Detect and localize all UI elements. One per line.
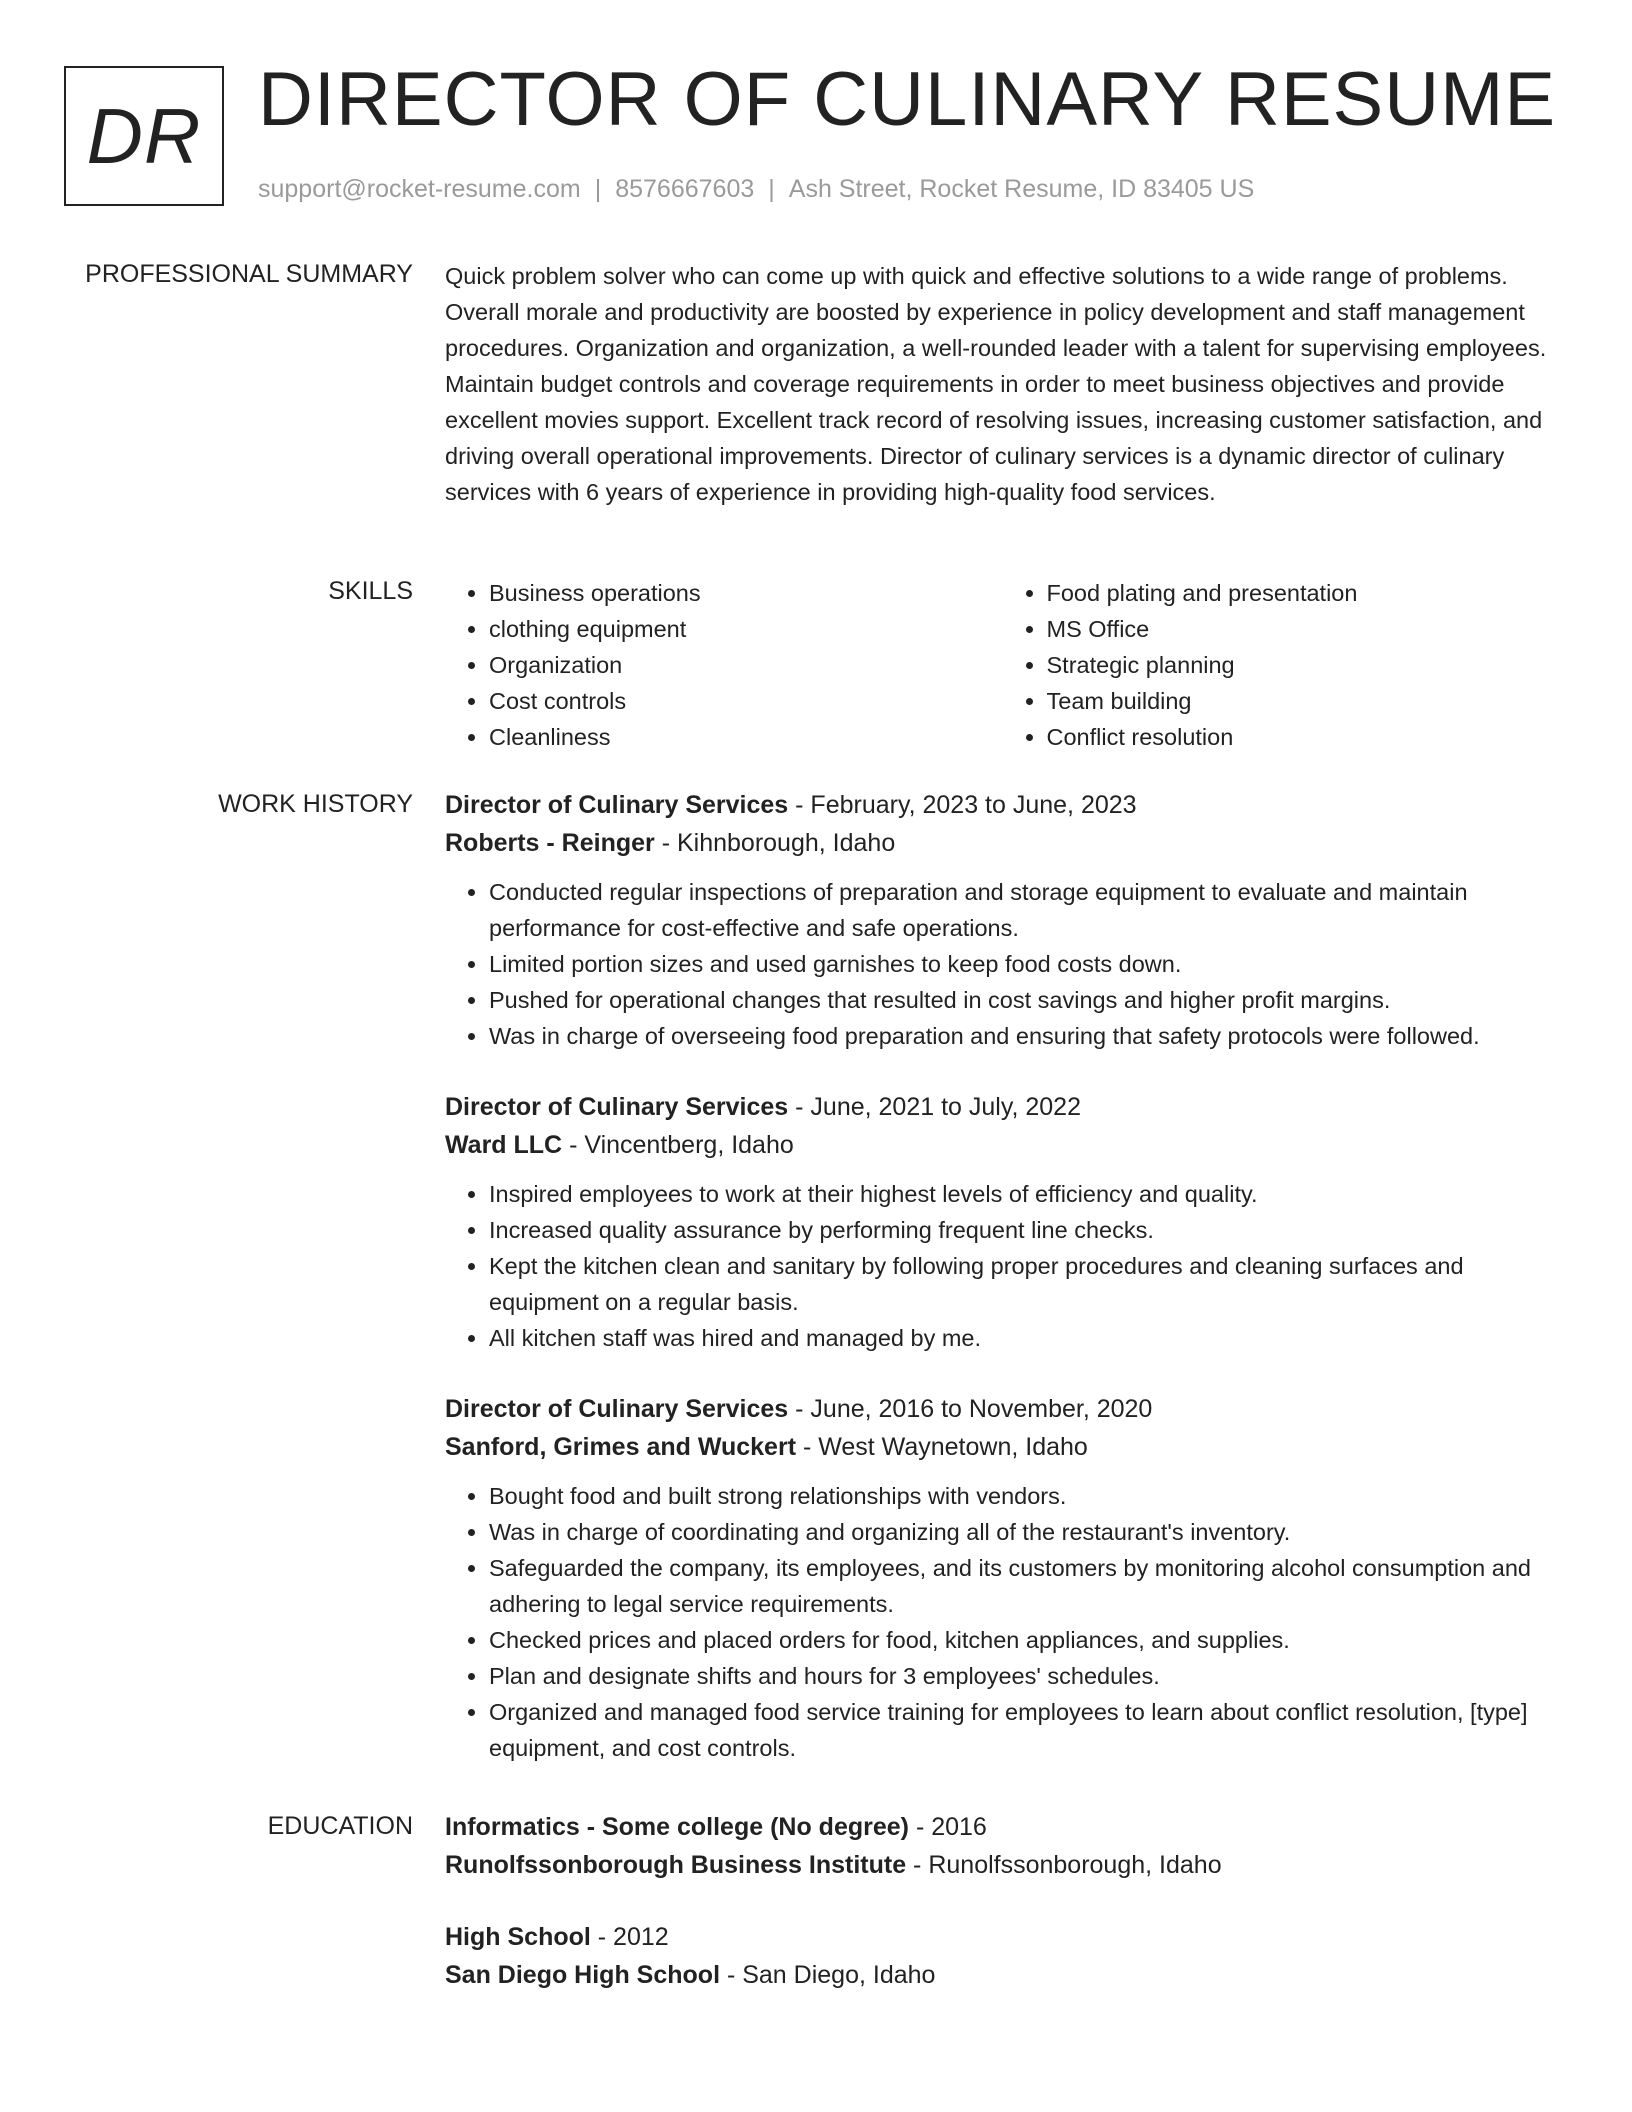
education-degree-line xyxy=(445,1918,1560,1956)
education-school: San Diego High School xyxy=(445,1961,721,1989)
job-company: Ward LLC xyxy=(445,1131,563,1159)
job-dates: - February, 2023 to June, 2023 xyxy=(788,791,1137,819)
job-location: - Vincentberg, Idaho xyxy=(562,1131,794,1159)
skill-item: • clothing equipment xyxy=(489,611,1003,647)
job-bullet: • Conducted regular inspections of preparation and storage equipment to evaluate and maintain performance for cost-effective and safe operations. xyxy=(489,874,1560,946)
section-label-skills: SKILLS xyxy=(328,577,413,605)
education-school-line xyxy=(445,1846,1560,1884)
job-bullet: • Increased quality assurance by performing frequent line checks. xyxy=(489,1212,1560,1248)
job-bullet: • Was in charge of coordinating and organizing all of the restaurant's inventory. xyxy=(489,1514,1560,1550)
skill-item: • Food plating and presentation xyxy=(1047,575,1561,611)
education-year: - 2012 xyxy=(590,1923,669,1951)
summary-section xyxy=(445,258,1560,510)
education-section xyxy=(445,1808,1560,2028)
job-company: Roberts - Reinger xyxy=(445,829,655,857)
education-degree: Informatics - Some college (No degree) xyxy=(445,1813,909,1841)
job-location: - West Waynetown, Idaho xyxy=(796,1433,1088,1461)
education-entry xyxy=(445,1918,1560,1994)
job-title: Director of Culinary Services xyxy=(445,791,789,819)
skill-item: • Business operations xyxy=(489,575,1003,611)
skills-list-left xyxy=(445,575,1003,755)
work-section xyxy=(445,786,1560,1800)
education-entry xyxy=(445,1808,1560,1884)
job-bullet: • Was in charge of overseeing food preparation and ensuring that safety protocols were followed. xyxy=(489,1018,1560,1054)
job-bullet: • Bought food and built strong relationships with vendors. xyxy=(489,1478,1560,1514)
job-company-line xyxy=(445,824,1560,862)
job-bullets xyxy=(445,874,1560,1054)
job-title-line xyxy=(445,1390,1560,1428)
job-company-line xyxy=(445,1428,1560,1466)
job-bullet: • Limited portion sizes and used garnishes to keep food costs down. xyxy=(489,946,1560,982)
job-company: Sanford, Grimes and Wuckert xyxy=(445,1433,797,1461)
job-dates: - June, 2021 to July, 2022 xyxy=(788,1093,1081,1121)
job-bullets xyxy=(445,1478,1560,1766)
contact-line xyxy=(258,175,1254,204)
job-entry xyxy=(445,786,1560,1054)
job-dates: - June, 2016 to November, 2020 xyxy=(788,1395,1153,1423)
job-title: Director of Culinary Services xyxy=(445,1093,789,1121)
education-year: - 2016 xyxy=(909,1813,987,1841)
education-school-line xyxy=(445,1956,1560,1994)
skill-item: • Strategic planning xyxy=(1047,647,1561,683)
job-title: Director of Culinary Services xyxy=(445,1395,789,1423)
skill-item: • Conflict resolution xyxy=(1047,719,1561,755)
summary-text: Quick problem solver who can come up with quick and effective solutions to a wide range of problems. Overall morale and productivity are boosted by experience in policy development and staff management procedures. Organization and organization, a well-rounded leader with a talent for supervising employees. Maintain budget controls and coverage requirements in order to meet business objectives and provide excellent movies support. Excellent track record of resolving issues, increasing customer satisfaction, and driving overall operational improvements. Director of culinary services is a dynamic director of culinary services with 6 years of experience in providing high-quality food services. xyxy=(445,263,1547,505)
education-school: Runolfssonborough Business Institute xyxy=(445,1851,907,1879)
job-company-line xyxy=(445,1126,1560,1164)
contact-address: Ash Street, Rocket Resume, ID 83405 US xyxy=(788,175,1255,203)
job-bullet: • Plan and designate shifts and hours for 3 employees' schedules. xyxy=(489,1658,1560,1694)
contact-separator: | xyxy=(768,175,775,203)
job-location: - Kihnborough, Idaho xyxy=(654,829,896,857)
skill-item: • Cleanliness xyxy=(489,719,1003,755)
section-label-summary: PROFESSIONAL SUMMARY xyxy=(85,260,413,288)
skills-section xyxy=(445,575,1560,755)
job-bullet: • Organized and managed food service training for employees to learn about conflict resolution, [type] equipment, and cost controls. xyxy=(489,1694,1560,1766)
skills-list-right xyxy=(1003,575,1561,755)
section-label-education: EDUCATION xyxy=(267,1812,413,1840)
skill-item: • Cost controls xyxy=(489,683,1003,719)
skill-item: • MS Office xyxy=(1047,611,1561,647)
education-degree-line xyxy=(445,1808,1560,1846)
job-bullet: • All kitchen staff was hired and managed by me. xyxy=(489,1320,1560,1356)
skill-item: • Organization xyxy=(489,647,1003,683)
monogram-badge: DR xyxy=(64,66,224,206)
job-entry xyxy=(445,1390,1560,1766)
job-title-line xyxy=(445,786,1560,824)
job-bullet: • Pushed for operational changes that resulted in cost savings and higher profit margins. xyxy=(489,982,1560,1018)
education-location: - San Diego, Idaho xyxy=(720,1961,936,1989)
contact-email: support@rocket-resume.com xyxy=(258,175,581,203)
job-bullet: • Checked prices and placed orders for food, kitchen appliances, and supplies. xyxy=(489,1622,1560,1658)
job-bullets xyxy=(445,1176,1560,1356)
job-title-line xyxy=(445,1088,1560,1126)
section-label-work: WORK HISTORY xyxy=(218,790,413,818)
education-degree: High School xyxy=(445,1923,591,1951)
contact-separator: | xyxy=(594,175,602,203)
resume-title: DIRECTOR OF CULINARY RESUME xyxy=(258,57,1557,142)
skill-item: • Team building xyxy=(1047,683,1561,719)
job-entry xyxy=(445,1088,1560,1356)
job-bullet: • Inspired employees to work at their highest levels of efficiency and quality. xyxy=(489,1176,1560,1212)
contact-phone: 8576667603 xyxy=(615,175,755,203)
education-location: - Runolfssonborough, Idaho xyxy=(906,1851,1222,1879)
job-bullet: • Kept the kitchen clean and sanitary by following proper procedures and cleaning surfaces and equipment on a regular basis. xyxy=(489,1248,1560,1320)
job-bullet: • Safeguarded the company, its employees, and its customers by monitoring alcohol consumption and adhering to legal service requirements. xyxy=(489,1550,1560,1622)
